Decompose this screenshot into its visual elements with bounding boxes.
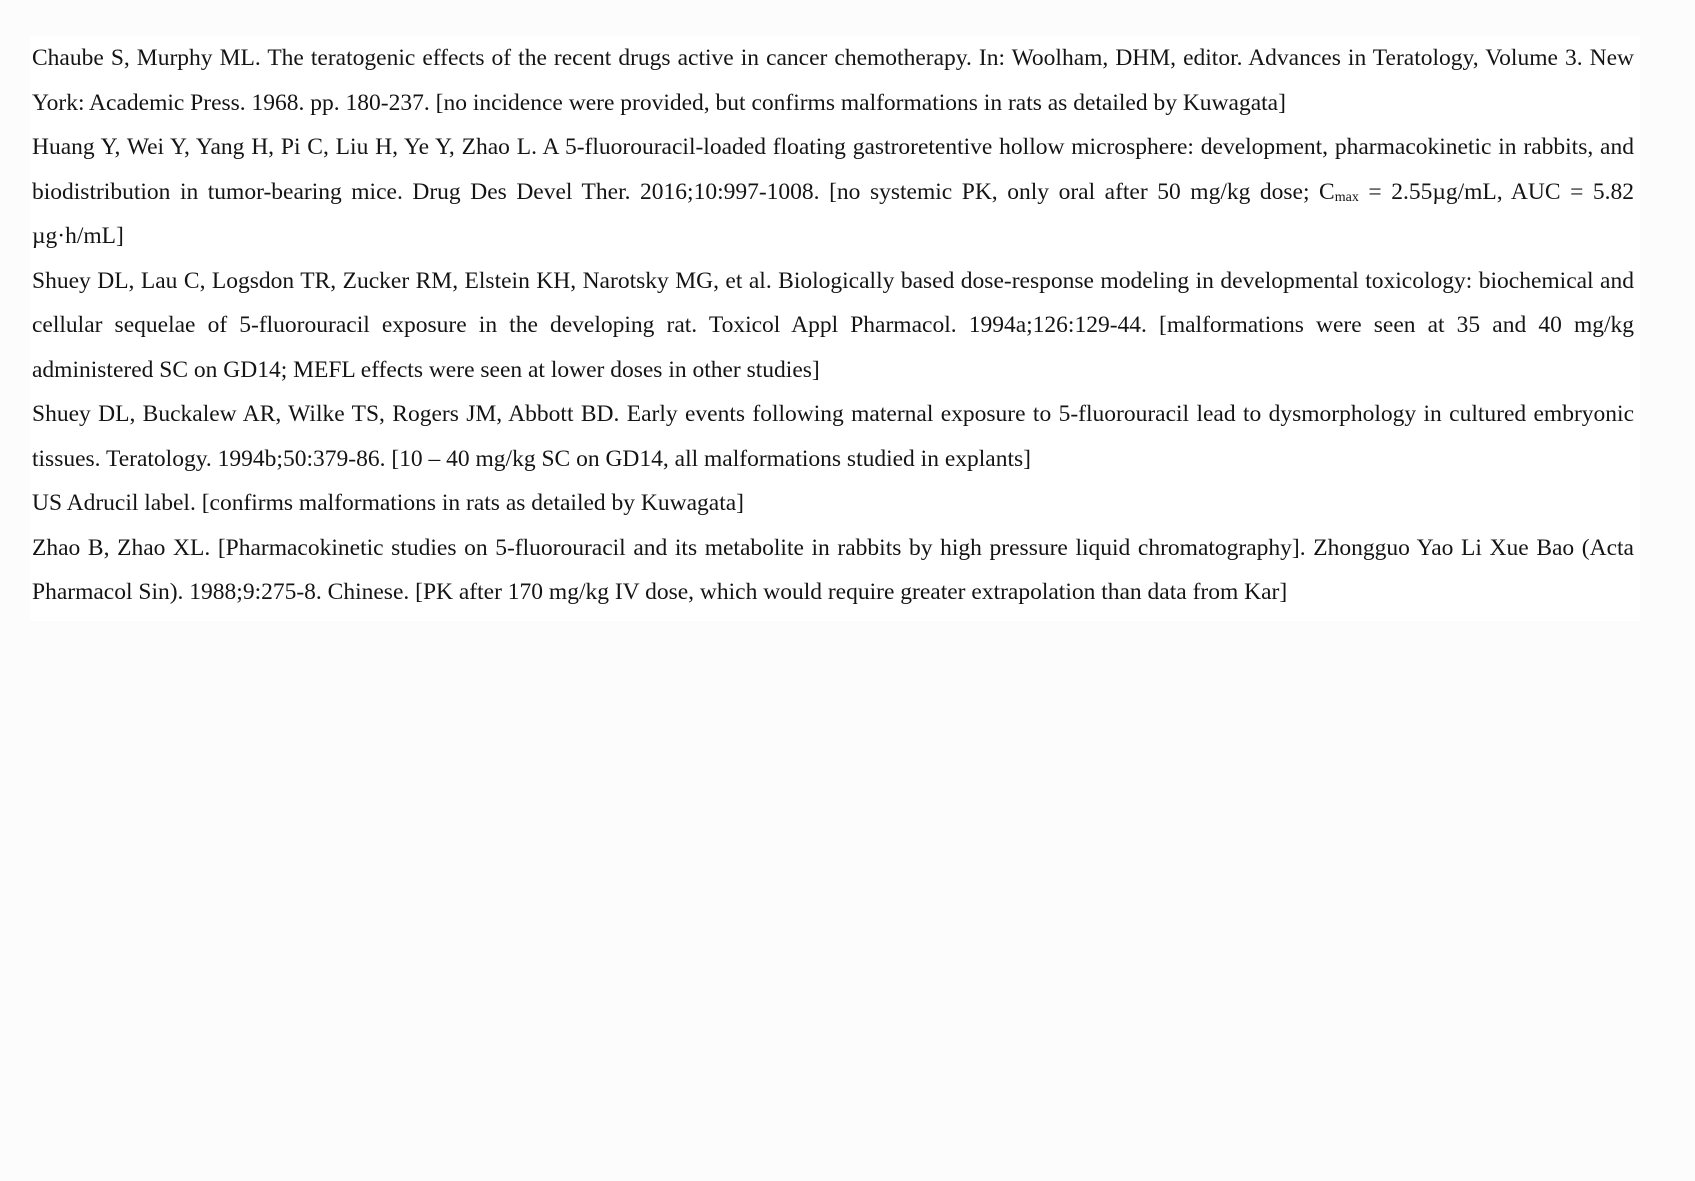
reference-us-adrucil-label xyxy=(32,481,1634,526)
reference-text: Chaube S, Murphy ML. The teratogenic effects of the recent drugs active in cancer chemotherapy. In: Woolham, DHM, editor. Advances in Teratology, Volume 3. New York: Academic Press. 1968. pp. 180-237. [no incidence were provided, but confirms malformations in rats as detailed by Kuwagata] xyxy=(32,45,1634,116)
cmax-subscript: max xyxy=(1334,189,1359,205)
reference-list xyxy=(30,36,1640,621)
reference-zhao-1988 xyxy=(32,526,1634,615)
reference-shuey-1994a xyxy=(32,259,1634,393)
reference-huang-2016 xyxy=(32,125,1634,259)
reference-chaube-1968 xyxy=(32,36,1634,125)
reference-text: Huang Y, Wei Y, Yang H, Pi C, Liu H, Ye Y, Zhao L. A 5-fluorouracil-loaded floating gastroretentive hollow microsphere: development, pharmacokinetic in rabbits, and biodistribution in tumor-bearing mice. Drug Des Devel Ther. 2016;10:997-1008. [no systemic PK, only oral after 50 mg/kg dose; C xyxy=(32,134,1634,205)
reference-shuey-1994b xyxy=(32,392,1634,481)
reference-text: Shuey DL, Lau C, Logsdon TR, Zucker RM, Elstein KH, Narotsky MG, et al. Biologically based dose-response modeling in developmental toxicology: biochemical and cellular sequelae of 5-fluorouracil exposure in the developing rat. Toxicol Appl Pharmacol. 1994a;126:129-44. [malformations were seen at 35 and 40 mg/kg administered SC on GD14; MEFL effects were seen at lower doses in other studies] xyxy=(32,267,1634,383)
reference-text: US Adrucil label. [confirms malformations in rats as detailed by Kuwagata] xyxy=(32,490,744,516)
reference-text: Shuey DL, Buckalew AR, Wilke TS, Rogers JM, Abbott BD. Early events following maternal exposure to 5-fluorouracil lead to dysmorphology in cultured embryonic tissues. Teratology. 1994b;50:379-86. [10 – 40 mg/kg SC on GD14, all malformations studied in explants] xyxy=(32,401,1634,472)
reference-text-tail: = 2.55µg/mL, AUC = 5.82 µg·h/mL] xyxy=(32,178,1634,249)
reference-text: Zhao B, Zhao XL. [Pharmacokinetic studies on 5-fluorouracil and its metabolite in rabbits by high pressure liquid chromatography]. Zhongguo Yao Li Xue Bao (Acta Pharmacol Sin). 1988;9:275-8. Chinese. [PK after 170 mg/kg IV dose, which would require greater extrapolation than data from Kar] xyxy=(32,534,1634,605)
